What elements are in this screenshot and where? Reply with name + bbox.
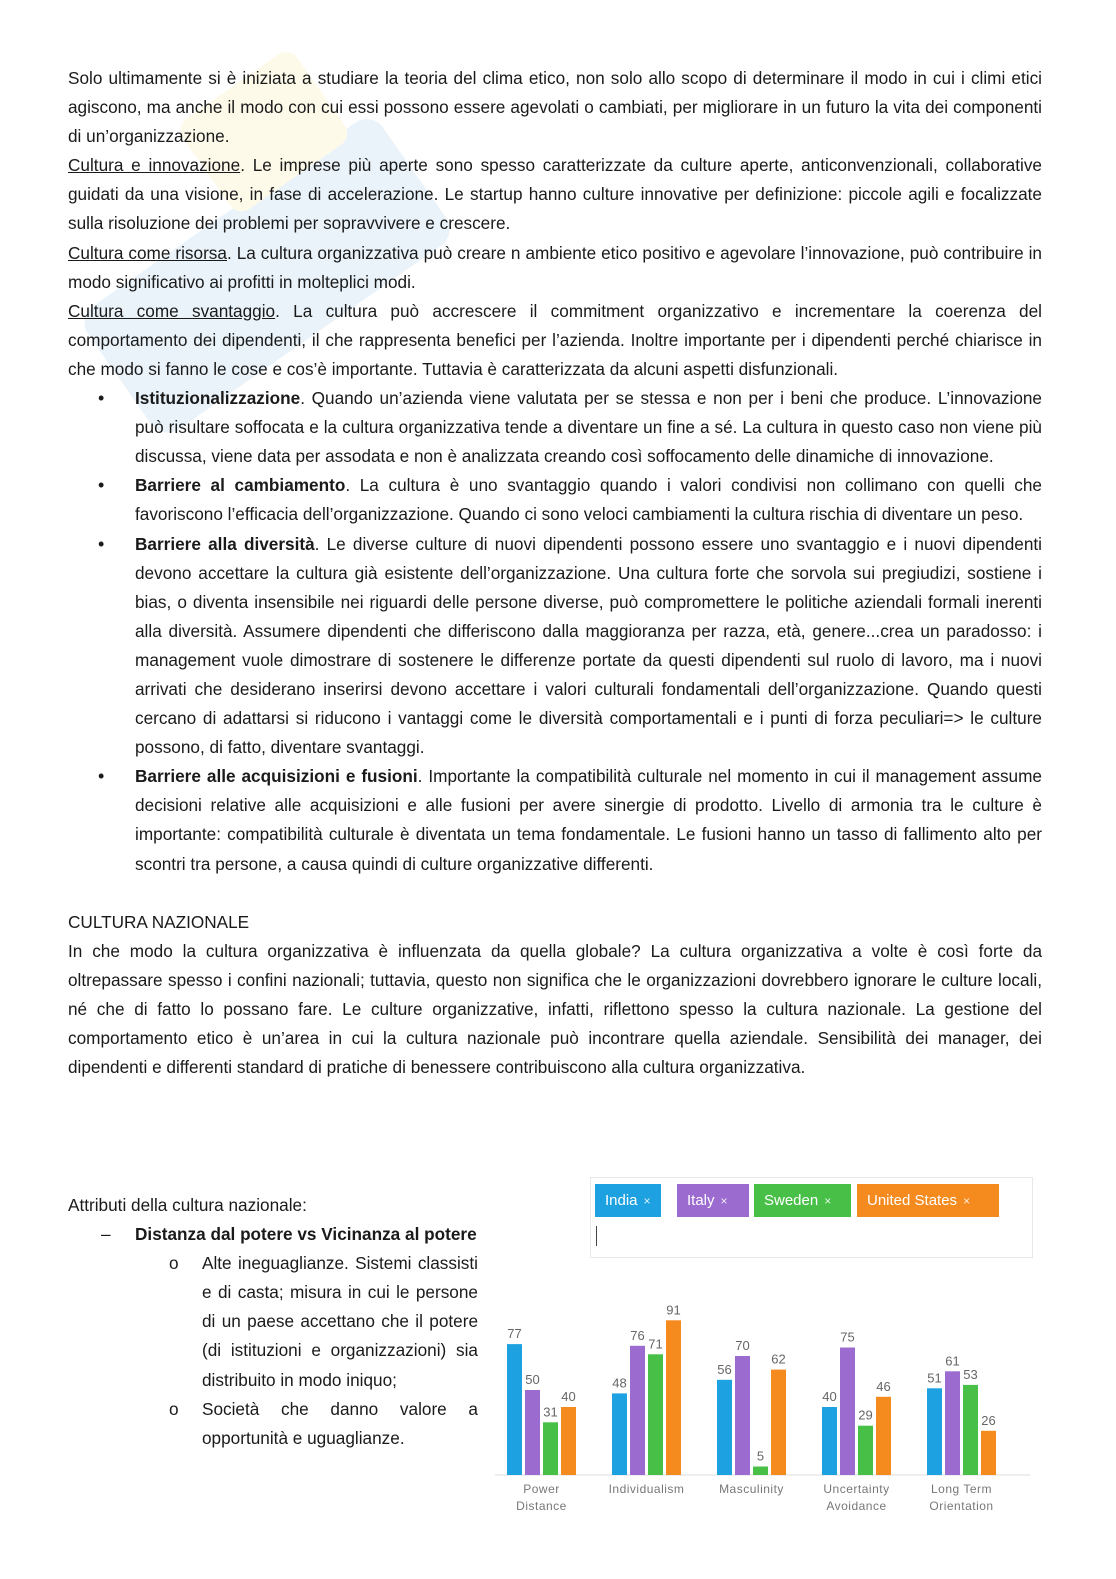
data-label: 77	[507, 1326, 522, 1342]
chip-sweden[interactable]	[754, 1184, 851, 1217]
bar	[858, 1426, 873, 1475]
heading-cultura-innovazione: Cultura e innovazione	[68, 155, 241, 176]
data-label: 51	[927, 1370, 942, 1386]
hofstede-bar-chart	[495, 1305, 1035, 1520]
close-icon[interactable]: ×	[824, 1194, 832, 1208]
text-cultura-risorsa: . La cultura organizzativa può creare n ambiente etico positivo e agevolare l’innovazione, può contribuire in modo significativo ai profitti in molteplici modi.	[68, 242, 1042, 292]
close-icon[interactable]: ×	[720, 1194, 728, 1208]
data-label: 61	[945, 1353, 960, 1369]
document-body	[68, 64, 1042, 1082]
chip-label: India	[605, 1192, 638, 1209]
bullet-text: . Le diverse culture di nuovi dipendenti possono essere uno svantaggio e i nuovi dipendenti devono accettare la cultura già esistente dell’organizzazione. Una cultura forte che sorvola sui pregiudizi, sostiene i bias, o diventa insensibile nei riguardi delle persone diverse, può compromettere le politiche aziendali formali inerenti alla diversità. Assumere dipendenti che differiscono dalla maggioranza per razza, età, genere...crea un paradosso: i management vuole dimostrare di sostenere le differenze portate da questi dipendenti sul ruolo di lavoro, ma i nuovi arrivati che desiderano inserirsi devono accettare i valori culturali fondamentali dell’organizzazione. Quando questi cercano di adattarsi si riducono i vantaggi come le diversità comportamentali e i punti di forza peculiari=> le culture possono, di fatto, diventare svantaggi.	[135, 533, 1042, 758]
chip-united-states[interactable]	[857, 1184, 999, 1217]
list-item	[68, 384, 1042, 471]
data-label: 5	[756, 1448, 765, 1464]
data-label: 40	[561, 1389, 576, 1404]
section-title: CULTURA NAZIONALE	[68, 911, 250, 932]
bullet-list	[68, 384, 1042, 879]
heading-cultura-risorsa: Cultura come risorsa	[68, 242, 227, 263]
bullet-heading: Istituzionalizzazione	[135, 388, 301, 409]
bar	[612, 1393, 627, 1475]
bar	[945, 1371, 960, 1475]
bar	[963, 1385, 978, 1475]
sub-item: o Società che danno valore a opportunità e uguaglianze.	[68, 1395, 478, 1453]
bullet-text: . La cultura è uno svantaggio quando i valori condivisi non collimano con quelli che favoriscono l’efficacia dell’organizzazione. Quando ci sono veloci cambiamenti la cultura rischia di diventare un peso.	[135, 475, 1042, 525]
list-item	[68, 762, 1042, 878]
heading-cultura-svantaggio: Cultura come svantaggio	[68, 300, 276, 321]
bar	[525, 1390, 540, 1475]
paragraph-cultura-innovazione	[68, 151, 1042, 238]
bar	[753, 1467, 768, 1476]
text-cultura-svantaggio: . La cultura può accrescere il commitment organizzativo e incrementare la coerenza del comportamento dei dipendenti, il che rappresenta benefici per l’azienda. Inoltre importante per i dipendenti perché chiarisce in che modo si fanno le cose e cos’è importante. Tuttavia è caratterizzata da alcuni aspetti disfunzionali.	[68, 300, 1042, 379]
paragraph-cultura-svantaggio	[68, 297, 1042, 384]
bar	[543, 1422, 558, 1475]
paragraph-cultura-nazionale: In che modo la cultura organizzativa è influenzata da quella globale? La cultura organizzativa a volte è così forte da oltrepassare spesso i confini nazionali; tuttavia, questo non significa che le organizzazioni dovrebbero ignorare le culture locali, né che di fatto lo possano fare. Le culture organizzative, infatti, riflettono spesso la cultura nazionale. La gestione del comportamento etico è un’area in cui la cultura nazionale può incontrare quella aziendale. Sensibilità dei manager, dei dipendenti e differenti standard di pratiche di benessere contribuiscono alla cultura organizzativa.	[68, 940, 1042, 1078]
x-tick-label: Distance	[516, 1499, 567, 1513]
data-label: 76	[630, 1327, 645, 1343]
attributes-section	[68, 1191, 478, 1453]
data-label: 46	[876, 1378, 891, 1394]
sub-item: o Alte ineguaglianze. Sistemi classisti e di casta; misura in cui le persone di un paese accettano che il potere (di istituzioni e organizzazioni) sia distribuito in modo iniquo;	[68, 1249, 478, 1394]
bar	[666, 1320, 681, 1475]
paragraph-cultura-risorsa	[68, 239, 1042, 297]
data-label: 26	[981, 1412, 996, 1428]
country-tag-input[interactable]	[590, 1177, 1033, 1258]
x-tick-label: Individualism	[608, 1482, 685, 1496]
data-label: 70	[735, 1338, 750, 1353]
text-caret	[596, 1226, 597, 1246]
data-label: 31	[543, 1404, 558, 1420]
list-item	[68, 471, 1042, 529]
x-tick-label: Power	[523, 1482, 560, 1496]
bar	[840, 1348, 855, 1476]
bar	[507, 1344, 522, 1475]
data-label: 62	[771, 1351, 786, 1367]
x-tick-label: Masculinity	[719, 1482, 784, 1496]
bar	[735, 1356, 750, 1475]
chip-italy[interactable]	[677, 1184, 749, 1217]
close-icon[interactable]: ×	[643, 1194, 651, 1208]
x-tick-label: Orientation	[929, 1499, 994, 1513]
chip-india[interactable]	[595, 1184, 661, 1217]
data-label: 48	[612, 1375, 627, 1391]
bar	[717, 1380, 732, 1475]
paragraph-clima-etico: Solo ultimamente si è iniziata a studiare la teoria del clima etico, non solo allo scopo di determinare il modo in cui i climi etici agiscono, ma anche il modo con cui essi possono essere agevolati o cambiati, per migliorare in un futuro la vita dei componenti di un’organizzazione.	[68, 68, 1042, 147]
data-label: 71	[648, 1336, 663, 1352]
x-tick-label: Uncertainty	[823, 1482, 890, 1496]
text-cultura-innovazione: . Le imprese più aperte sono spesso caratterizzate da culture aperte, anticonvenzionali, collaborative guidati da una visione, in fase di accelerazione. Le startup hanno culture innovative per definizione: piccole agili e focalizzate sulla risoluzione dei problemi per sopravvivere e crescere.	[68, 155, 1042, 234]
bullet-text: . Importante la compatibilità culturale nel momento in cui il management assume decisioni relative alle acquisizioni e alle fusioni per avere sinergie di prodotto. Livello di armonia tra le culture è importante: compatibilità culturale è diventata un tema fondamentale. Le fusioni hanno un tasso di fallimento alto per scontri tra persone, a causa quindi di culture organizzative differenti.	[135, 766, 1042, 874]
bar	[822, 1407, 837, 1475]
chip-label: United States	[867, 1192, 958, 1209]
dash-item-label: Distanza dal potere vs Vicinanza al potere	[135, 1224, 477, 1245]
data-label: 56	[717, 1361, 732, 1377]
close-icon[interactable]: ×	[963, 1194, 971, 1208]
bullet-heading: Barriere alle acquisizioni e fusioni	[135, 766, 418, 787]
data-label: 29	[858, 1407, 873, 1423]
bar	[561, 1407, 576, 1475]
bullet-heading: Barriere al cambiamento	[135, 475, 346, 496]
chip-label: Italy	[687, 1192, 715, 1209]
bar	[630, 1346, 645, 1475]
x-tick-label: Long Term	[931, 1482, 992, 1496]
list-item	[68, 530, 1042, 763]
x-tick-label: Avoidance	[826, 1499, 887, 1513]
bar	[927, 1388, 942, 1475]
data-label: 53	[963, 1366, 978, 1382]
bullet-text: . Quando un’azienda viene valutata per se stessa e non per i beni che produce. L’innovazione può risultare soffocata e la cultura organizzativa tende a diventare un fine a sé. La cultura in questo caso non viene più discussa, viene data per assodata e non è analizzata creando così soffocamento delle dinamiche di innovazione.	[135, 388, 1042, 467]
data-label: 75	[840, 1329, 855, 1345]
chip-label: Sweden	[764, 1192, 819, 1209]
bar	[648, 1354, 663, 1475]
bar	[771, 1370, 786, 1475]
attributes-intro: Attributi della cultura nazionale:	[68, 1195, 307, 1215]
data-label: 91	[666, 1305, 681, 1318]
bar	[981, 1431, 996, 1475]
dash-item	[68, 1220, 478, 1249]
bar	[876, 1397, 891, 1475]
data-label: 50	[525, 1372, 540, 1387]
data-label: 40	[822, 1389, 837, 1404]
bullet-heading: Barriere alla diversità	[135, 533, 315, 554]
